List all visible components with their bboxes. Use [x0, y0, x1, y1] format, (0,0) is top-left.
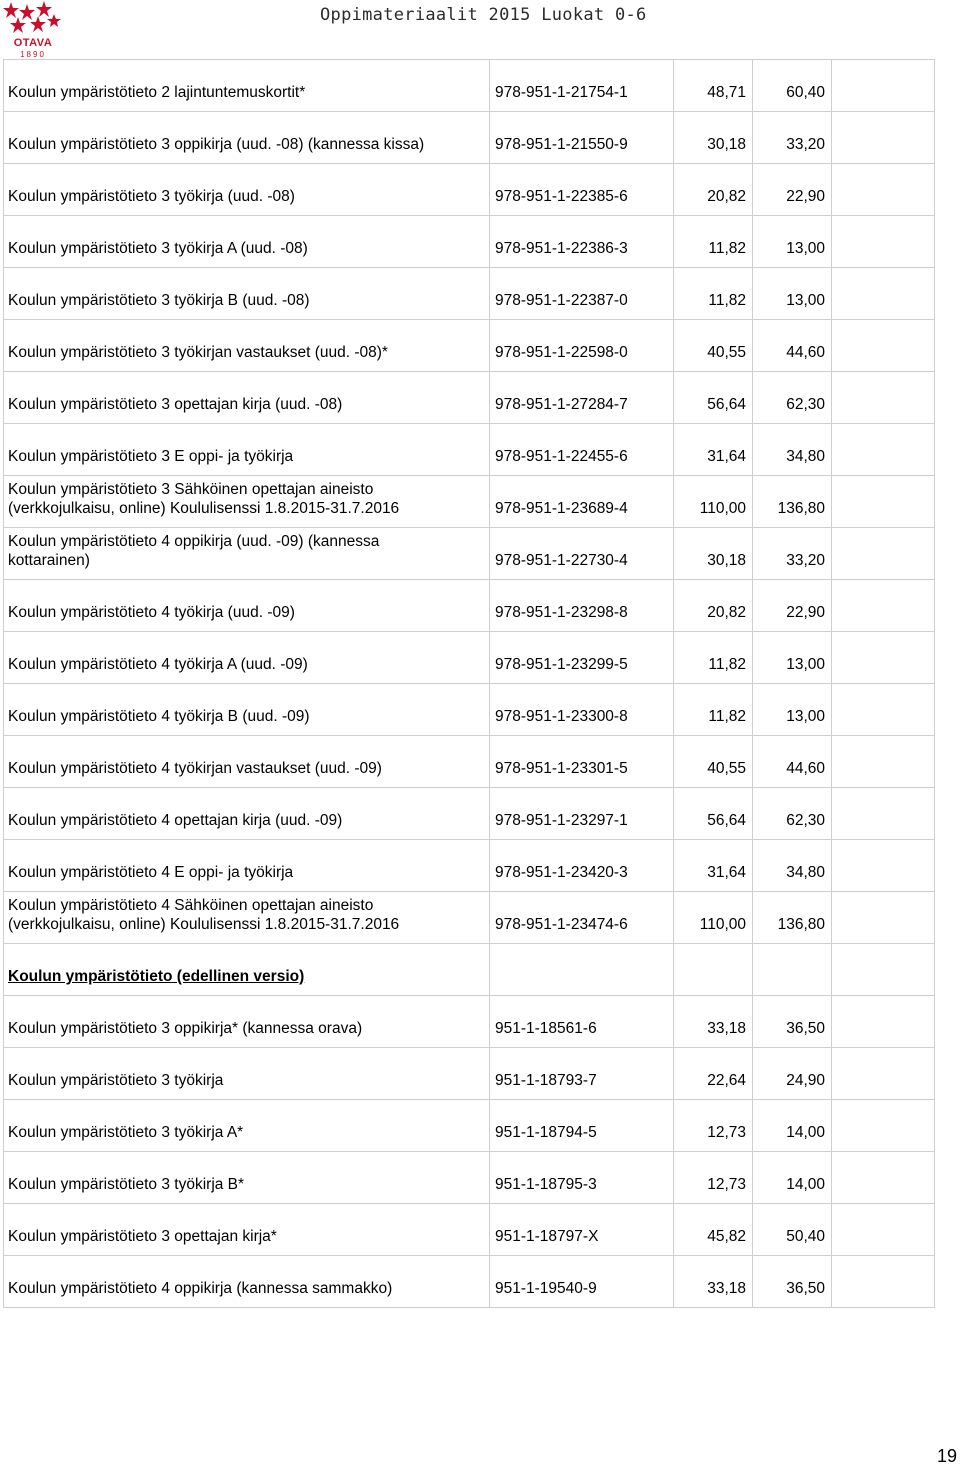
empty-cell	[832, 112, 935, 164]
table-row	[4, 424, 935, 476]
table-row	[4, 164, 935, 216]
empty-cell	[832, 60, 935, 112]
table-row	[4, 1256, 935, 1308]
price-net: 20,82	[674, 580, 753, 632]
price-net: 45,82	[674, 1204, 753, 1256]
product-name-line-2: (verkkojulkaisu, online) Koululisenssi 1.8.2015-31.7.2016	[8, 500, 400, 517]
empty-cell	[832, 268, 935, 320]
table-row	[4, 684, 935, 736]
table-row	[4, 268, 935, 320]
isbn: 978-951-1-23474-6	[490, 892, 674, 944]
isbn: 951-1-18795-3	[490, 1152, 674, 1204]
product-name: Koulun ympäristötieto 3 opettajan kirja (uud. -08)	[4, 372, 490, 424]
empty-cell	[832, 1100, 935, 1152]
empty-cell	[832, 1204, 935, 1256]
price-net: 12,73	[674, 1100, 753, 1152]
table-row	[4, 788, 935, 840]
table-row	[4, 528, 935, 580]
price-net: 12,73	[674, 1152, 753, 1204]
price-net: 11,82	[674, 632, 753, 684]
isbn: 951-1-18794-5	[490, 1100, 674, 1152]
price-net: 31,64	[674, 424, 753, 476]
price-vat: 13,00	[753, 216, 832, 268]
price-net: 33,18	[674, 1256, 753, 1308]
product-name	[4, 476, 490, 528]
table-row	[4, 476, 935, 528]
empty-cell	[832, 372, 935, 424]
product-name: Koulun ympäristötieto 3 työkirja A*	[4, 1100, 490, 1152]
price-vat: 14,00	[753, 1100, 832, 1152]
section-header-row	[4, 944, 935, 996]
publisher-name: OTAVA	[13, 37, 53, 49]
price-table-body	[4, 60, 935, 1308]
empty-cell	[832, 996, 935, 1048]
logo-star-icon	[19, 4, 35, 20]
product-name: Koulun ympäristötieto 3 työkirja	[4, 1048, 490, 1100]
logo-star-icon	[3, 2, 19, 18]
product-name: Koulun ympäristötieto 3 työkirja B (uud. -08)	[4, 268, 490, 320]
isbn: 951-1-18797-X	[490, 1204, 674, 1256]
price-vat: 13,00	[753, 632, 832, 684]
product-name: Koulun ympäristötieto 4 E oppi- ja työkirja	[4, 840, 490, 892]
isbn: 978-951-1-22386-3	[490, 216, 674, 268]
price-net: 20,82	[674, 164, 753, 216]
price-vat: 60,40	[753, 60, 832, 112]
isbn: 951-1-19540-9	[490, 1256, 674, 1308]
price-net: 30,18	[674, 112, 753, 164]
product-name-line-1: Koulun ympäristötieto 3 Sähköinen opettajan aineisto	[8, 481, 374, 498]
product-name: Koulun ympäristötieto 3 työkirja (uud. -08)	[4, 164, 490, 216]
price-table	[3, 59, 935, 1308]
price-net: 11,82	[674, 684, 753, 736]
isbn: 978-951-1-23299-5	[490, 632, 674, 684]
price-vat: 14,00	[753, 1152, 832, 1204]
isbn: 978-951-1-23298-8	[490, 580, 674, 632]
price-vat: 36,50	[753, 996, 832, 1048]
price-vat: 136,80	[753, 892, 832, 944]
price-net: 22,64	[674, 1048, 753, 1100]
isbn: 951-1-18561-6	[490, 996, 674, 1048]
product-name: Koulun ympäristötieto 3 työkirjan vastaukset (uud. -08)*	[4, 320, 490, 372]
table-row	[4, 840, 935, 892]
product-name-line-1: Koulun ympäristötieto 4 Sähköinen opettajan aineisto	[8, 897, 374, 914]
page-header-title: Oppimateriaalit 2015 Luokat 0-6	[320, 5, 647, 25]
product-name-line-1: Koulun ympäristötieto 4 oppikirja (uud. -09) (kannessa	[8, 533, 380, 550]
table-row	[4, 1048, 935, 1100]
product-name: Koulun ympäristötieto 4 työkirja (uud. -09)	[4, 580, 490, 632]
logo-star-icon	[36, 1, 52, 17]
empty-cell	[832, 788, 935, 840]
price-net: 56,64	[674, 372, 753, 424]
table-row	[4, 112, 935, 164]
section-title: Koulun ympäristötieto (edellinen versio)	[4, 944, 490, 996]
isbn: 978-951-1-27284-7	[490, 372, 674, 424]
empty-cell	[832, 1048, 935, 1100]
product-name: Koulun ympäristötieto 4 työkirjan vastaukset (uud. -09)	[4, 736, 490, 788]
product-name	[4, 528, 490, 580]
isbn: 978-951-1-23689-4	[490, 476, 674, 528]
product-name: Koulun ympäristötieto 3 oppikirja* (kannessa orava)	[4, 996, 490, 1048]
isbn: 978-951-1-21550-9	[490, 112, 674, 164]
isbn: 951-1-18793-7	[490, 1048, 674, 1100]
price-vat: 44,60	[753, 736, 832, 788]
table-row	[4, 372, 935, 424]
price-vat: 13,00	[753, 268, 832, 320]
logo-star-icon	[30, 16, 46, 32]
price-net: 40,55	[674, 736, 753, 788]
table-row	[4, 996, 935, 1048]
isbn: 978-951-1-21754-1	[490, 60, 674, 112]
isbn	[490, 944, 674, 996]
product-name: Koulun ympäristötieto 4 työkirja B (uud. -09)	[4, 684, 490, 736]
empty-cell	[832, 1152, 935, 1204]
empty-cell	[832, 840, 935, 892]
price-vat: 34,80	[753, 424, 832, 476]
price-net: 33,18	[674, 996, 753, 1048]
product-name-line-2: (verkkojulkaisu, online) Koululisenssi 1.8.2015-31.7.2016	[8, 916, 400, 933]
product-name: Koulun ympäristötieto 3 työkirja B*	[4, 1152, 490, 1204]
price-vat: 36,50	[753, 1256, 832, 1308]
price-vat: 33,20	[753, 112, 832, 164]
price-net: 11,82	[674, 268, 753, 320]
publisher-year: 1890	[20, 50, 46, 59]
empty-cell	[832, 944, 935, 996]
product-name: Koulun ympäristötieto 4 työkirja A (uud. -09)	[4, 632, 490, 684]
empty-cell	[832, 528, 935, 580]
price-vat: 24,90	[753, 1048, 832, 1100]
isbn: 978-951-1-22455-6	[490, 424, 674, 476]
product-name: Koulun ympäristötieto 3 oppikirja (uud. -08) (kannessa kissa)	[4, 112, 490, 164]
price-vat: 50,40	[753, 1204, 832, 1256]
table-row	[4, 736, 935, 788]
product-name: Koulun ympäristötieto 3 opettajan kirja*	[4, 1204, 490, 1256]
product-name: Koulun ympäristötieto 4 opettajan kirja (uud. -09)	[4, 788, 490, 840]
empty-cell	[832, 736, 935, 788]
empty-cell	[832, 1256, 935, 1308]
price-net: 30,18	[674, 528, 753, 580]
price-net: 31,64	[674, 840, 753, 892]
table-row	[4, 1204, 935, 1256]
empty-cell	[832, 580, 935, 632]
logo-star-icon	[47, 14, 61, 27]
price-vat: 62,30	[753, 788, 832, 840]
empty-cell	[832, 892, 935, 944]
product-name-line-2: kottarainen)	[8, 552, 90, 569]
empty-cell	[832, 424, 935, 476]
price-vat: 136,80	[753, 476, 832, 528]
price-net: 110,00	[674, 476, 753, 528]
isbn: 978-951-1-23300-8	[490, 684, 674, 736]
product-name: Koulun ympäristötieto 3 E oppi- ja työkirja	[4, 424, 490, 476]
table-row	[4, 1100, 935, 1152]
isbn: 978-951-1-22598-0	[490, 320, 674, 372]
isbn: 978-951-1-23301-5	[490, 736, 674, 788]
price-vat: 13,00	[753, 684, 832, 736]
isbn: 978-951-1-23297-1	[490, 788, 674, 840]
table-row	[4, 1152, 935, 1204]
table-row	[4, 320, 935, 372]
table-row	[4, 216, 935, 268]
empty-cell	[832, 684, 935, 736]
isbn: 978-951-1-22385-6	[490, 164, 674, 216]
empty-cell	[832, 476, 935, 528]
price-net: 56,64	[674, 788, 753, 840]
isbn: 978-951-1-22730-4	[490, 528, 674, 580]
price-vat	[753, 944, 832, 996]
product-name: Koulun ympäristötieto 4 oppikirja (kannessa sammakko)	[4, 1256, 490, 1308]
price-vat: 22,90	[753, 164, 832, 216]
product-name: Koulun ympäristötieto 3 työkirja A (uud. -08)	[4, 216, 490, 268]
isbn: 978-951-1-23420-3	[490, 840, 674, 892]
empty-cell	[832, 320, 935, 372]
product-name	[4, 892, 490, 944]
price-vat: 34,80	[753, 840, 832, 892]
price-net	[674, 944, 753, 996]
table-row	[4, 60, 935, 112]
price-net: 110,00	[674, 892, 753, 944]
price-vat: 62,30	[753, 372, 832, 424]
table-row	[4, 632, 935, 684]
empty-cell	[832, 632, 935, 684]
logo-star-icon	[10, 17, 26, 33]
empty-cell	[832, 216, 935, 268]
table-row	[4, 892, 935, 944]
price-net: 11,82	[674, 216, 753, 268]
product-name: Koulun ympäristötieto 2 lajintuntemuskortit*	[4, 60, 490, 112]
page-number: 19	[936, 1446, 957, 1466]
price-vat: 44,60	[753, 320, 832, 372]
price-net: 40,55	[674, 320, 753, 372]
table-row	[4, 580, 935, 632]
price-net: 48,71	[674, 60, 753, 112]
isbn: 978-951-1-22387-0	[490, 268, 674, 320]
price-vat: 22,90	[753, 580, 832, 632]
price-vat: 33,20	[753, 528, 832, 580]
empty-cell	[832, 164, 935, 216]
